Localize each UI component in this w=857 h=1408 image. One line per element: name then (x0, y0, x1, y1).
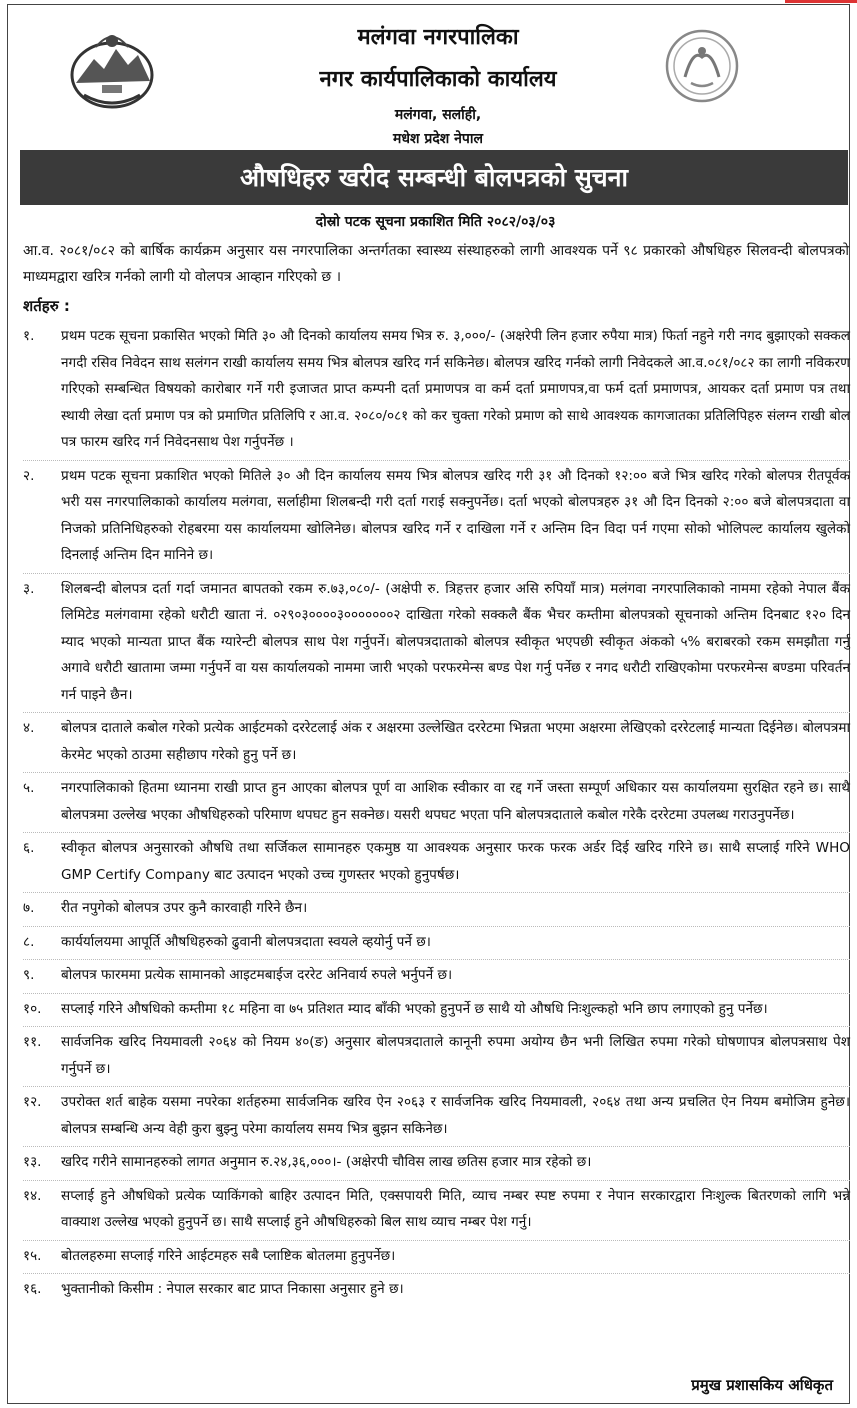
term-number: १६. (23, 1281, 42, 1297)
term-item (23, 463, 850, 574)
term-number: ६. (23, 840, 35, 856)
municipality-name: मलंगवा नगरपालिका (357, 25, 519, 50)
term-number: १५. (23, 1247, 42, 1264)
address-line-1: मलंगवा, सर्लाही, (394, 107, 482, 123)
term-text: सार्वजनिक खरिद नियमावली २०६४ को नियम ४०(ङ) अनुसार बोलपत्रदाताले कानूनी रुपमा अयोग्य छैन भनी लिखित रुपमा गरेको घोषणापत्र बोलपत्रसाथ पेश गर्नुपर्ने छ। (61, 1034, 850, 1077)
term-item (23, 996, 850, 1028)
office-name: नगर कार्यपालिकाको कार्यालय (319, 67, 557, 92)
term-text: सप्लाई हुने औषधिको प्रत्येक प्याकिंगको बाहिर उत्पादन मिति, एक्सपायरी मिति, व्याच नम्बर स्पष्ट रुपमा र नेपान सरकारद्वारा निःशुल्क बितरणको लागि भन्ने वाक्याश उल्लेख भएको हुनुपर्ने छ। साथै सप्लाई हुने औषधिहरुको बिल साथ व्याच नम्बर पेश गर्नु। (61, 1187, 850, 1230)
terms-list (23, 323, 850, 1309)
intro-paragraph: आ.व. २०८१/०८२ को बार्षिक कार्यक्रम अनुसार यस नगरपालिका अन्तर्गतका स्वास्थ्य संस्थाहरुको लागी आवश्यक पर्ने ९८ प्रकारको औषधिहरु सिलवन्दी बोलपत्रको माध्यमद्वारा खरित्र गर्नको लागी यो वोलपत्र आव्हान गरिएको छ । (23, 243, 849, 285)
term-item (23, 715, 850, 773)
term-number: ३. (23, 580, 35, 597)
term-text: स्वीकृत बोलपत्र अनुसारको औषधि तथा सर्जिकल सामानहरु एकमुष्ठ या आवश्यक अनुसार फरक फरक अर्डर दिई खरिद गरिने छ। साथै सप्लाई गरिने WHO GMP Certify Company बाट उत्पादन भएको उच्च गुणस्तर भएको हुनुपर्षछ। (61, 840, 850, 883)
term-number: १४. (23, 1187, 42, 1204)
term-number: ११. (23, 1034, 42, 1050)
term-number: ७. (23, 900, 35, 916)
term-text: प्रथम पटक सूचना प्रकाशित भएको मितिले ३० औ दिन कार्यालय समय भित्र बोलपत्र खरिद गरी ३१ औ दिनको १२:०० बजे भित्र खरिद गरेको बोलपत्र रीतपूर्वक भरी यस नगरपालिकाको कार्यालय मलंगवा, सर्लाहीमा शिलबन्दी गरी दर्ता गराई सक्नुपर्नेछ। दर्ता भएको बोलपत्रहरु ३१ औ दिन दिनको २:०० बजे बोलपत्रदाता वा निजको प्रतिनिधिहरुको रोहबरमा यस कार्यालयमा खोलिनेछ। बोलपत्र खरिद गर्ने र दाखिला गर्ने र अन्तिम दिन विदा पर्न गएमा सोको भोलिपल्ट कार्यालय खुलेको दिनलाई अन्तिम दिन मानिने छ। (61, 467, 850, 563)
term-item (23, 1183, 850, 1241)
term-number: १३. (23, 1154, 42, 1170)
term-number: १२. (23, 1094, 42, 1110)
term-item (23, 1029, 850, 1087)
municipality-logo-icon (663, 27, 741, 105)
terms-heading: शर्तहरु : (23, 297, 70, 315)
term-number: २. (23, 467, 35, 484)
term-item (23, 962, 850, 994)
term-item (23, 1243, 850, 1275)
notice-title-banner: औषधिहरु खरीद सम्बन्धी बोलपत्रको सुचना (20, 150, 848, 205)
term-text: रीत नपुगेको बोलपत्र उपर कुनै कारवाही गरिने छैन। (61, 900, 308, 916)
top-red-mark (785, 0, 857, 3)
notice-page (7, 4, 850, 1404)
term-text: उपरोक्त शर्त बाहेक यसमा नपरेका शर्तहरुमा सार्वजनिक खरिव ऐन २०६३ र सार्वजनिक खरिद नियमावली, २०६४ तथा अन्य प्रचलित ऐन नियम बमोजिम हुनेछ। बोलपत्र सम्बन्धि अन्य वेही कुरा बुझ्नु परेमा कार्यालय समय भित्र बुझन सकिनेछ। (61, 1094, 850, 1137)
term-text: बोतलहरुमा सप्लाई गरिने आईटमहरु सबै प्लाष्टिक बोतलमा हुनुपर्नेछ। (61, 1247, 396, 1264)
term-text: कार्यर्यालयमा आपूर्ति औषधिहरुको ढुवानी बोलपत्रदाता स्वयले व्हयोर्नु पर्ने छ। (61, 933, 431, 950)
term-text: सप्लाई गरिने औषधिको कम्तीमा १८ महिना वा ७५ प्रतिशत म्याद बाँकी भएको हुनुपर्ने छ साथै यो औषधि निःशुल्कहो भनि छाप लगाएको हुनु पर्नेछ। (61, 1000, 768, 1017)
term-item (23, 895, 850, 927)
term-item (23, 1276, 850, 1307)
term-number: ९. (23, 967, 35, 983)
term-number: १०. (23, 1000, 42, 1017)
term-number: ४. (23, 720, 35, 736)
term-text: बोलपत्र दाताले कबोल गरेको प्रत्येक आईटमको दररेटलाई अंक र अक्षरमा उल्लेखित दररेटमा भिन्नता भएमा अक्षरमा लेखिएको दररेटलाई मान्यता दिईनेछ। बोलपत्रमा केरमेट भएको ठाउमा सहीछाप गरेको हुनु पर्ने छ। (61, 720, 850, 763)
nepal-government-emblem-icon (66, 25, 158, 113)
term-text: नगरपालिकाको हितमा ध्यानमा राखी प्राप्त हुन आएका बोलपत्र पूर्ण वा आशिक स्वीकार वा रद्द गर्ने जस्ता सम्पूर्ण अधिकार यस कार्यालयमा सुरक्षित रहने छ। साथै बोलपत्रमा उल्लेख भएका औषधिहरुको परिमाण थपघट हुन सक्नेछ। यसरी थपघट भएता पनि बोलपत्रदाताले कबोल गरेकै दररेटमा उपलब्ध गराउनुपर्नेछ। (61, 780, 850, 823)
term-number: ५. (23, 780, 35, 796)
term-text: खरिद गरीने सामानहरुको लागत अनुमान रु.२४,३६,०००।- (अक्षेरपी चौविस लाख छतिस हजार मात्र रहेको छ। (61, 1154, 592, 1170)
term-item (23, 835, 850, 893)
term-text: शिलबन्दी बोलपत्र दर्ता गर्दा जमानत बापतको रकम रु.७३,०८०/- (अक्षेपी रु. त्रिहत्तर हजार असि रुपियाँ मात्र) मलंगवा नगरपालिकाको नाममा रहेको नेपाल बैंक लिमिटेड मलंगवामा रहेको धरौटी खाता नं. ०२९०३००००३०००००००२ दाखिता गरेको सक्कलै बैंक भैचर कम्तीमा बोलपत्रको सूचनाको अन्तिम दिनबाट १२० दिन म्याद भएको मान्यता प्राप्त बैंक ग्यारेन्टी बोलपत्र साथ पेश गर्नुपर्ने। बोलपत्रदाताको बोलपत्र स्वीकृत भएपछी स्वीकृत अंकको ५% बराबरको रकम समझौता गर्नु अगावे धरौटी खातामा जम्मा गर्नुपर्ने वा यस कार्यालयको नाममा जारी भएको परफरमेन्स बण्ड पेश गर्नु पर्नेछ र नगद धरौटी राखिएकोमा परफरमेन्स बण्डमा परिवर्तन गर्न पाइने छैन। (61, 580, 850, 703)
term-item (23, 1149, 850, 1181)
term-number: ८. (23, 933, 35, 950)
term-item (23, 576, 850, 714)
signatory: प्रमुख प्रशासकिय अधिकृत (691, 1376, 833, 1394)
term-item (23, 1089, 850, 1147)
term-item (23, 929, 850, 961)
term-text: बोलपत्र फारममा प्रत्येक सामानको आइटमबाईज दररेट अनिवार्य रुपले भर्नुपर्ने छ। (61, 967, 453, 983)
term-text: भुक्तानीको किसीम : नेपाल सरकार बाट प्राप्त निकासा अनुसार हुने छ। (61, 1281, 404, 1297)
term-text: प्रथम पटक सूचना प्रकासित भएको मिति ३० औ दिनको कार्यालय समय भित्र रु. ३,०००/- (अक्षरेपी लिन हजार रुपैया मात्र) फिर्ता नहुने गरी नगद बुझाएको सक्कल नगदी रसिव निवेदन साथ सलंगन राखी कार्यालय समय भित्र बोलपत्र खरिद गर्न सकिनेछ। बोलपत्र खरिद गर्नको लागी निवेदकले आ.व.०८१/०८२ का लागी नविकरण गरिएको सम्बन्धित विषयको कारोबार गर्ने गरी इजाजत प्राप्त कम्पनी दर्ता प्रमाणपत्र वा कर्म दर्ता प्रमाणपत्र,वा फर्म दर्ता प्रमाणपत्र, आयकर दर्ता प्रमाण पत्र तथा स्थायी लेखा दर्ता प्रमाण पत्र को प्रमाणित प्रतिलिपि र आ.व. २०८०/०८१ को कर चुक्ता गरेको प्रमाण को साथे आवश्यक कागजातका प्रतिलिपिहरु संलग्न राखी बोल पत्र फारम खरिद गर्न निवेदनसाथ पेश गर्नुपर्नेछ । (61, 328, 850, 450)
term-item (23, 323, 850, 461)
address-line-2: मधेश प्रदेश नेपाल (392, 131, 483, 147)
republish-date-line: दोस्रो पटक सूचना प्रकाशित मिति २०८२/०३/०३ (315, 214, 556, 230)
term-item (23, 775, 850, 833)
term-number: १. (23, 328, 35, 344)
